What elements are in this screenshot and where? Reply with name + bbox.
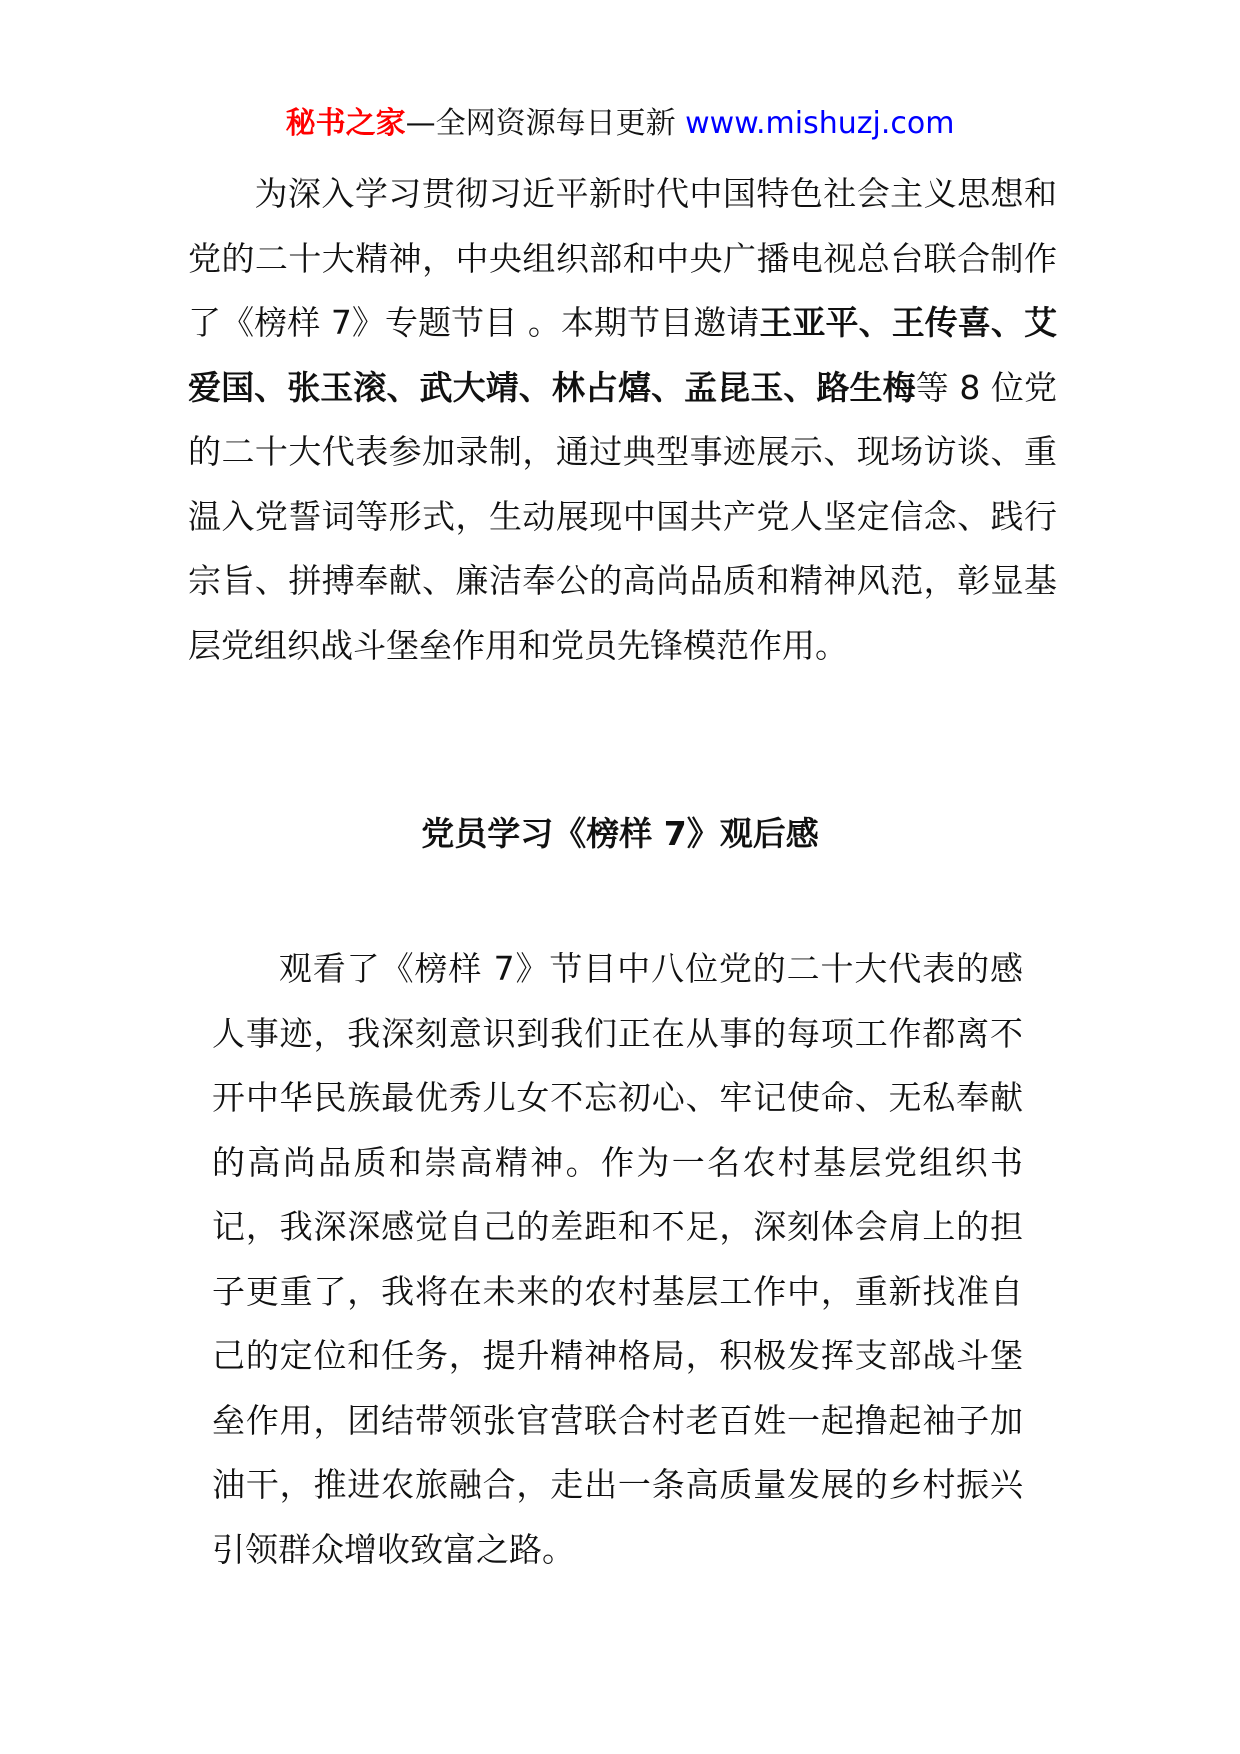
article-body-text: 观看了《榜样 7》节目中八位党的二十大代表的感人事迹，我深刻意识到我们正在从事的每项工作都离不开中华民族最优秀儿女不忘初心、牢记使命、无私奉献的高尚品质和崇高精神。作为一名农村基层党组织书记，我深深感觉自己的差距和不足，深刻体会肩上的担子更重了，我将在未来的农村基层工作中，重新找准自己的定位和任务，提升精神格局，积极发挥支部战斗堡垒作用，团结带领张官营联合村老百姓一起撸起袖子加油干，推进农旅融合，走出一条高质量发展的乡村振兴引领群众增收致富之路。 xyxy=(212,949,1023,1569)
article-body-paragraph xyxy=(212,937,1023,1582)
intro-text-after: 等 8 位党的二十大代表参加录制，通过典型事迹展示、现场访谈、重温入党誓词等形式，生动展现中国共产党人坚定信念、践行宗旨、拼搏奉献、廉洁奉公的高尚品质和精神风范，彰显基层党组织战斗堡垒作用和党员先锋模范作用。 xyxy=(188,367,1058,665)
intro-text-before: 为深入学习贯彻习近平新时代中国特色社会主义思想和党的二十大精神，中央组织部和中央广播电视总台联合制作了《榜样 7》专题节目 。本期节目邀请 xyxy=(188,174,1057,342)
representative-names: 王亚平、王传喜、艾爱国、张玉滚、武大靖、林占熺、孟昆玉、路生梅 xyxy=(188,303,1058,407)
site-brand: 秘书之家 xyxy=(285,106,406,141)
site-tagline: —全网资源每日更新 xyxy=(405,106,676,141)
site-url-link[interactable]: www.mishuzj.com xyxy=(685,106,955,141)
intro-paragraph xyxy=(188,162,1057,678)
article-title: 党员学习《榜样 7》观后感 xyxy=(421,814,819,853)
site-header xyxy=(0,104,1240,144)
